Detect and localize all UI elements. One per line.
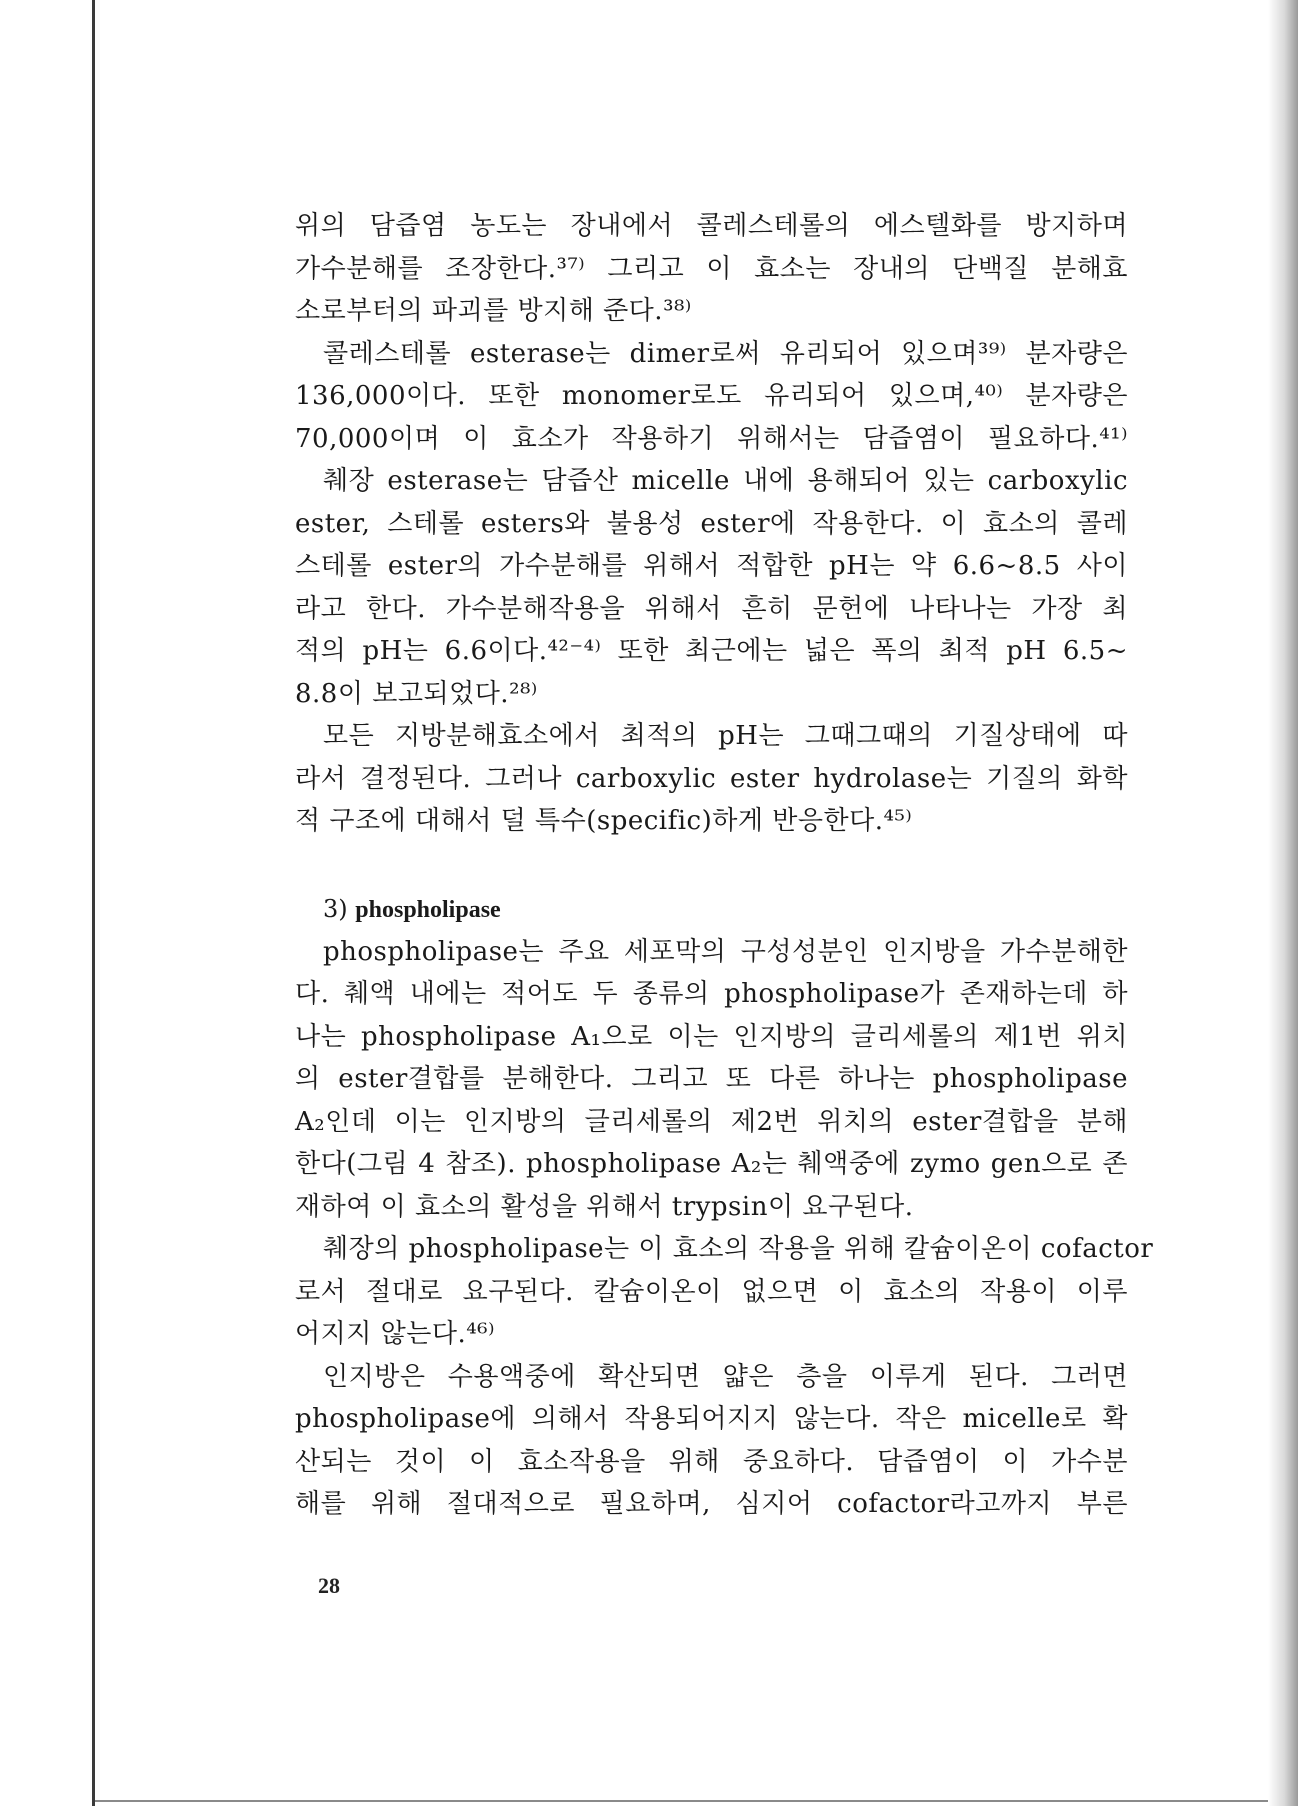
text-line: 소로부터의 파괴를 방지해 준다.³⁸⁾ <box>295 296 692 326</box>
page-right-shadow <box>1268 0 1298 1806</box>
text-line: 적의 pH는 6.6이다.⁴²⁻⁴⁾ 또한 최근에는 넓은 폭의 최적 pH 6.5~ <box>295 636 1128 666</box>
text-line: 스테롤 ester의 가수분해를 위해서 적합한 pH는 약 6.6~8.5 사이 <box>295 551 1128 581</box>
text-line: 어지지 않는다.⁴⁶⁾ <box>295 1319 495 1349</box>
text-line: 70,000이며 이 효소가 작용하기 위해서는 담즙염이 필요하다.⁴¹⁾ <box>295 423 1128 454</box>
text-line: 췌장 esterase는 담즙산 micelle 내에 용해되어 있는 carboxylic <box>323 466 1128 496</box>
text-line: 다. 췌액 내에는 적어도 두 종류의 phospholipase가 존재하는데 하 <box>295 979 1128 1009</box>
text-line: 의 ester결합를 분해한다. 그리고 또 다른 하나는 phospholipase <box>295 1064 1128 1094</box>
page-body <box>295 205 1154 1526</box>
text-line: ester, 스테롤 esters와 불용성 ester에 작용한다. 이 효소의 콜레 <box>295 508 1128 539</box>
text-line: 적 구조에 대해서 덜 특수(specific)하게 반응한다.⁴⁵⁾ <box>295 806 913 836</box>
text-line: 라고 한다. 가수분해작용을 위해서 흔히 문헌에 나타나는 가장 최 <box>295 593 1128 624</box>
text-line: 라서 결정된다. 그러나 carboxylic ester hydrolase는 기질의 화학 <box>295 763 1128 794</box>
text-line: 해를 위해 절대적으로 필요하며, 심지어 cofactor라고까지 부른 <box>295 1489 1128 1519</box>
page-bottom-edge <box>95 1800 1268 1802</box>
text-line: 136,000이다. 또한 monomer로도 유리되어 있으며,⁴⁰⁾ 분자량은 <box>295 381 1128 411</box>
text-line: 콜레스테롤 esterase는 dimer로써 유리되어 있으며³⁹⁾ 분자량은 <box>323 338 1128 369</box>
section-number: 3) <box>323 894 348 923</box>
text-line: 가수분해를 조장한다.³⁷⁾ 그리고 이 효소는 장내의 단백질 분해효 <box>295 253 1128 284</box>
text-line: phospholipase에 의해서 작용되어지지 않는다. 작은 micelle로 확 <box>295 1404 1128 1434</box>
text-line: 인지방은 수용액중에 확산되면 얇은 층을 이루게 된다. 그러면 <box>323 1361 1128 1392</box>
text-line: phospholipase는 주요 세포막의 구성성분인 인지방을 가수분해한 <box>323 936 1128 967</box>
text-line: 로서 절대로 요구된다. 칼슘이온이 없으면 이 효소의 작용이 이루 <box>295 1276 1128 1307</box>
text-line: 모든 지방분해효소에서 최적의 pH는 그때그때의 기질상태에 따 <box>323 721 1128 751</box>
text-line: 8.8이 보고되었다.²⁸⁾ <box>295 678 538 709</box>
text-line: 한다(그림 4 참조). phospholipase A₂는 췌액중에 zymo gen으로 존 <box>295 1149 1128 1179</box>
text-line: 재하여 이 효소의 활성을 위해서 trypsin이 요구된다. <box>295 1191 914 1222</box>
scan-left-margin <box>0 0 92 1806</box>
page-number: 28 <box>318 1573 340 1598</box>
text-line: 췌장의 phospholipase는 이 효소의 작용을 위해 칼슘이온이 cofactor <box>323 1234 1154 1264</box>
section-title: phospholipase <box>355 896 501 923</box>
text-line: 산되는 것이 이 효소작용을 위해 중요하다. 담즙염이 이 가수분 <box>295 1446 1128 1477</box>
text-line: 나는 phospholipase A₁으로 이는 인지방의 글리세롤의 제1번 위치 <box>295 1021 1128 1052</box>
text-line: 위의 담즙염 농도는 장내에서 콜레스테롤의 에스텔화를 방지하며 <box>295 211 1128 241</box>
text-line: A₂인데 이는 인지방의 글리세롤의 제2번 위치의 ester결합을 분해 <box>295 1106 1128 1137</box>
section-heading <box>295 887 1128 931</box>
